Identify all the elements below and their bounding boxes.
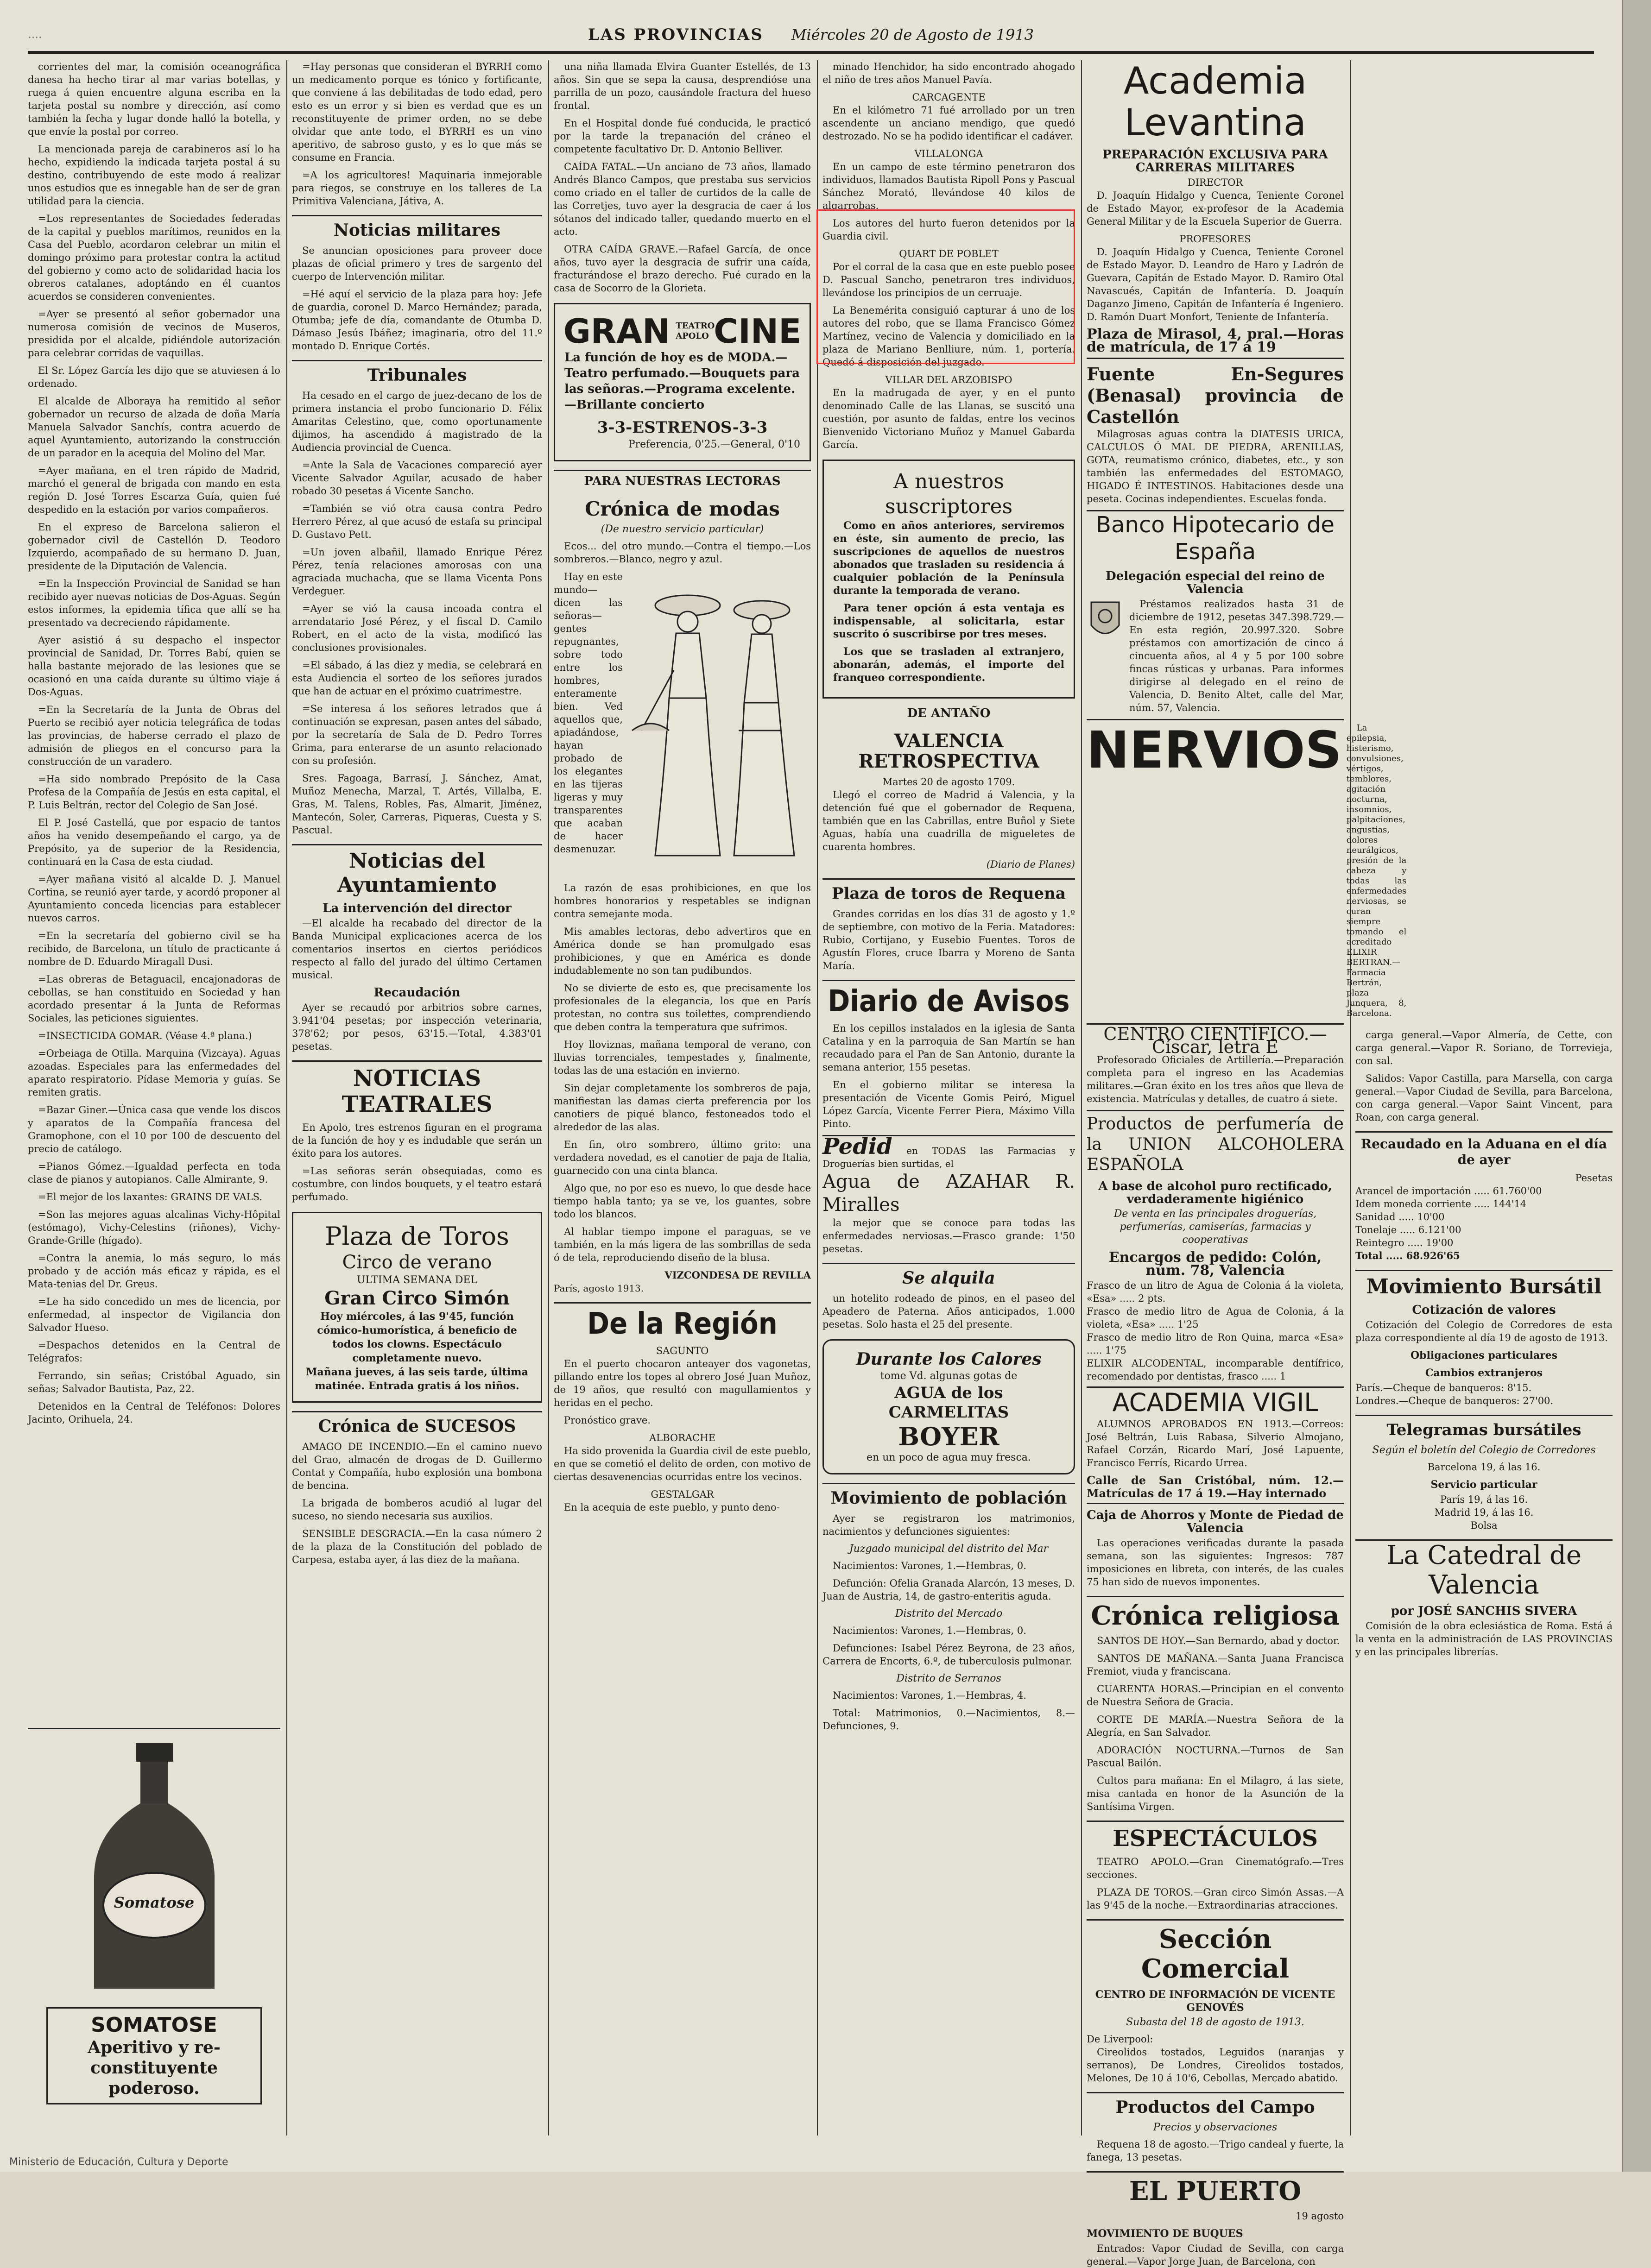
subheading: La intervención del director: [323, 901, 512, 915]
ad-cine: CINE: [714, 312, 802, 351]
article-text: Sres. Fagoaga, Barrasí, J. Sánchez, Amat, Muñoz Menecha, Marzal, T. Artés, Villalba, E. Gras, M. Talens, Robles, Fas, Almarit, Jiménez, Mantecón, Soler, Carreras, Piqueras, Cuesta y S. Pascual.: [292, 773, 542, 836]
boyer-ad: [822, 1339, 1075, 1474]
article-text: En el kilómetro 71 fué arrollado por un tren ascendente un anciano mendigo, que quedó destrozado. No se ha podido identificar el cadáver.: [822, 105, 1075, 142]
article-text: Ayer asistió á su despacho el inspector provincial de Sanidad, Dr. Torres Babí, quien se halla bastante mejorado de las lesiones que se ocasionó en una caída durante su último viaje á Dos-Aguas.: [28, 635, 280, 698]
vigil-title: ACADEMIA VIGIL: [1087, 1386, 1344, 1418]
article-text: =Son las mejores aguas alcalinas Vichy-Hôpital (estómago), Vichy-Celestins (riñones), Vichy-Grande-Grille (hígado).: [28, 1209, 280, 1246]
vigil-address: Calle de San Cristóbal, núm. 12.—Matrículas de 17 á 19.—Hay internado: [1087, 1474, 1344, 1504]
article-text: ADORACIÓN NOCTURNA.—Turnos de San Pascual Bailón.: [1087, 1745, 1344, 1769]
town-name: QUART DE POBLET: [899, 248, 999, 259]
article-text: =INSECTICIDA GOMAR. (Véase 4.ª plana.): [38, 1030, 252, 1041]
subheading: Servicio particular: [1430, 1479, 1537, 1491]
subheading: Madrid 19, á las 16.: [1434, 1507, 1534, 1518]
table-row: Londres.—Cheque de banqueros: 27'00.: [1355, 1395, 1554, 1406]
article-text: El Sr. López García les dijo que se atuviesen á lo ordenado.: [28, 365, 280, 389]
subscribers-notice: [822, 460, 1075, 699]
town-name: VILLAR DEL ARZOBISPO: [885, 374, 1012, 385]
article-text: SENSIBLE DESGRACIA.—En la casa número 2 de la plaza de la Constitución del poblado de Carpesa, estaba ayer, á las diez de la mañana.: [292, 1528, 542, 1565]
column-rule: [286, 60, 287, 2136]
article-text: =Se interesa á los señores letrados que á continuación se expresan, pasen antes del sábado, por la secretaría de Sala de D. Pedro Torres Grima, para enterarse de un asunto relacionado con su profesión.: [292, 703, 542, 766]
article-text: En Apolo, tres estrenos figuran en el programa de la función de hoy y es indudable que serán un éxito para los autores.: [292, 1122, 542, 1159]
section-heading: Diario de Avisos: [822, 980, 1075, 1018]
table-row: Reintegro ..... 19'00: [1355, 1237, 1454, 1248]
somatose-line: Aperitivo y re-: [88, 2038, 221, 2057]
banco-title: Banco Hipotecario de España: [1087, 510, 1344, 565]
subheading: Caja de Ahorros y Monte de Piedad de Valencia: [1087, 1508, 1344, 1535]
article-text: =El mejor de los laxantes: GRAINS DE VALS.: [38, 1191, 262, 1203]
column-rule: [817, 60, 818, 2136]
article-text: OTRA CAÍDA GRAVE.—Rafael García, de once años, tuvo ayer la desgracia de sufrir una caída, fracturándose el brazo derecho. Fué curado en la casa de Socorro de la Glorieta.: [554, 244, 811, 294]
article-text: En un campo de este término penetraron dos individuos, llamados Bautista Ripoll Pons y Pascual Sánchez Morató, llevándose 40 kilos de algarrobas.: [822, 161, 1075, 211]
ad-brand: BOYER: [898, 1422, 999, 1451]
article-text: =En la Inspección Provincial de Sanidad se han recibido ayer nuevas noticias de Dos-Aguas. Según estos informes, la epidemia tífica que allí se ha presentado va decreciendo rápidamente.: [28, 578, 280, 628]
article-text: Por el corral de la casa que en este pueblo posee D. Pascual Sancho, penetraron tres individuos, llevándose los principios de un cerruaje.: [822, 261, 1075, 298]
subheading: De venta en las principales droguerías, perfumerías, camiserías, farmacias y cooperativas: [1113, 1208, 1317, 1246]
ad-title: AGUA de los CARMELITAS: [888, 1384, 1009, 1422]
article-text: ALUMNOS APROBADOS EN 1913.—Correos: José Beltrán, Luis Rabasa, Silverio Almojano, Rafael Corzán, Ricardo Marí, José Lapuente, Francisco Ferrís, Ricardo Urrea.: [1087, 1418, 1344, 1468]
section-heading: Crónica de SUCESOS: [292, 1411, 542, 1436]
circus-ad: [292, 1212, 542, 1403]
subheading: Según el boletín del Colegio de Corredores: [1372, 1444, 1596, 1456]
somatose-line: poderoso.: [108, 2079, 200, 2098]
subheading: Precios y observaciones: [1153, 2122, 1278, 2133]
article-text: No se divierte de esto es, que precisamente los profesionales de la elegancia, los que en París protestan, no contra sus toilettes, comprendiendo que deben contra la temperatura que sufrimos.: [554, 983, 811, 1033]
subheading: CENTRO DE INFORMACIÓN DE VICENTE GENOVÉS: [1095, 1989, 1335, 2014]
article-text: Hay en este mundo—dicen las señoras—gentes repugnantes, sobre todo entre los hombres, enteramente bien. Ved aquellos que, apiadándose, hayan probado de los elegantes en las tijeras ligeras y muy transparentes que acaban de hacer desmenuzar.: [554, 571, 623, 855]
article-text: carga general.—Vapor Almería, de Cette, con carga general.—Vapor R. Soriano, de Torrevieja, con sal.: [1355, 1029, 1613, 1066]
subheading: Cambios extranjeros: [1425, 1367, 1543, 1379]
masthead: [28, 19, 1594, 54]
town-name: CARCAGENTE: [912, 92, 986, 103]
centro-title: CENTRO CIENTÍFICO.—Císcar, letra E: [1087, 1023, 1344, 1053]
article-text: En la madrugada de ayer, y en el punto denominado Calle de las Llanas, se suscitó una cuestión, por asunto de faldas, entre los vecinos Bienvenido Victoriano Muñoz y Manuel Gabarda García.: [822, 387, 1075, 450]
article-text: Ayer se registraron los matrimonios, nacimientos y defunciones siguientes:: [822, 1513, 1075, 1537]
article-text: =Le ha sido concedido un mes de licencia, por enfermedad, al inspector de Vigilancia don Salvador Hueso.: [28, 1296, 280, 1333]
article-text: =Ha sido nombrado Prepósito de la Casa Profesa de la Compañía de Jesús en esta capital, el P. Luis Beltrán, rector del Colegio de San José.: [28, 774, 280, 811]
column-6: [1355, 60, 1613, 2136]
table-row: Sanidad ..... 10'00: [1355, 1211, 1445, 1222]
subheading: Barcelona 19, á las 16.: [1427, 1462, 1541, 1473]
article-text: =Bazar Giner.—Única casa que vende los discos y aparatos de la Compañía francesa del Gramophone, con el 10 por 100 de descuento del precio de catálogo.: [28, 1104, 280, 1154]
article-text: =Pianos Gómez.—Igualdad perfecta en toda clase de pianos y autopianos. Calle Almirante, 9.: [28, 1161, 280, 1185]
ad-line: Durante los Calores: [856, 1349, 1042, 1369]
article-text: Total: Matrimonios, 0.—Nacimientos, 8.—Defunciones, 9.: [822, 1707, 1075, 1732]
town-name: VILLALONGA: [914, 148, 983, 159]
article-text: La mencionada pareja de carabineros así lo ha hecho, expidiendo la indicada tarjeta postal á su destino, contribuyendo de este modo á realizar unos estudios que es innegable han de ser de gran utilidad para la ciencia.: [28, 144, 280, 207]
article-text: Los autores del hurto fueron detenidos por la Guardia civil.: [822, 218, 1075, 242]
article-text: Se anuncian oposiciones para proveer doce plazas de oficial primero y tres de sargento del cuerpo de Intervención militar.: [292, 245, 542, 282]
column-3: [554, 60, 811, 2136]
column-1: [28, 60, 280, 2136]
article-text: El alcalde de Alboraya ha remitido al señor gobernador un recurso de alzada de doña María Manuela Salvador Sanchís, contra acuerdo de aquel Ayuntamiento, autorizando la construcción de un parador en la acequia del Molino del Mar.: [28, 396, 280, 459]
article-text: minado Henchidor, ha sido encontrado ahogado el niño de tres años Manuel Pavía.: [822, 61, 1075, 85]
article-text: —El alcalde ha recabado del director de la Banda Municipal explicaciones acerca de los comentarios insertos en ciertos periódicos respecto al fallo del jurado del último Certamen musical.: [292, 918, 542, 981]
table-row: Idem moneda corriente ..... 144'14: [1355, 1198, 1527, 1210]
article-text: =Ayer se vió la causa incoada contra el arrendatario José Pérez, y el fiscal D. Camilo Robert, en el acto de la vista, modificó las conclusiones provisionales.: [292, 603, 542, 653]
bottle-illustration: [66, 1739, 242, 1998]
table-row: París.—Cheque de banqueros: 8'15.: [1355, 1382, 1532, 1393]
ad-title: Agua de AZAHAR R. Miralles: [822, 1171, 1075, 1216]
column-rule: [1350, 60, 1351, 2136]
article-text: corrientes del mar, la comisión oceanográfica danesa ha hecho tirar al mar varias botellas, y ruega á quien encuentre alguna escriba en la tarjeta postal su nombre y dirección, así como también la fecha y lugar donde halló la botella, y que envíe la postal por correo.: [28, 61, 280, 137]
article-text: Comisión de la obra eclesiástica de Roma. Está á la venta en la administración de LAS PROVINCIAS y en las principales librerías.: [1355, 1620, 1613, 1657]
article-text: TEATRO APOLO.—Gran Cinematógrafo.—Tres secciones.: [1087, 1856, 1344, 1880]
subheading: PARA NUESTRAS LECTORAS: [554, 470, 811, 488]
article-text: Cotización del Colegio de Corredores de esta plaza correspondiente al día 19 de agosto de 1913.: [1355, 1319, 1613, 1343]
ad-body: La función de hoy es de MODA.—Teatro perfumado.—Bouquets para las señoras.—Programa excelente.—Brillante concierto: [564, 351, 800, 412]
subheading: Juzgado municipal del distrito del Mar: [849, 1543, 1049, 1555]
bottle-label: Somatose: [114, 1894, 195, 1911]
adjacent-page-edge: [1622, 0, 1651, 2172]
article-text: =Despachos detenidos en la Central de Telégrafos:: [28, 1340, 280, 1364]
section-heading: NOTICIAS TEATRALES: [292, 1060, 542, 1117]
subheading: A base de alcohol puro rectificado, verdaderamente higiénico: [1098, 1179, 1332, 1206]
article-text: =Ayer se presentó al señor gobernador una numerosa comisión de vecinos de Museros, presidida por el alcalde, pidiéndole autorización para celebrar corridas de vaquillas.: [28, 309, 280, 359]
ad-estrenos: 3-3-ESTRENOS-3-3: [597, 418, 768, 437]
article-text: Cultos para mañana: En el Milagro, á las siete, misa cantada en honor de la Asunción de la Santísima Virgen.: [1087, 1775, 1344, 1812]
article-text: Detenidos en la Central de Teléfonos: Dolores Jacinto, Orihuela, 24.: [28, 1401, 280, 1425]
signature: VIZCONDESA DE REVILLA: [664, 1269, 811, 1281]
town-name: GESTALGAR: [651, 1489, 714, 1500]
article-text: Ha cesado en el cargo de juez-decano de los de primera instancia el probo funcionario D. Félix Amaritas Celestino, que, como oportunamente dijimos, ha ascendido á magistrado de la Audiencia provincial de Cuenca.: [292, 390, 542, 453]
productos-title: Productos de perfumería de la UNION ALCOHOLERA ESPAÑOLA: [1087, 1110, 1344, 1175]
catedral-title: La Catedral de Valencia: [1355, 1539, 1613, 1600]
article-text: Mis amables lectoras, debo advertiros que en América donde se han promulgado esas prohibiciones, y que en América es donde indudablemente no son tan pudibundos.: [554, 926, 811, 976]
section-heading: Crónica de modas: [585, 498, 780, 520]
dateline: Martes 20 de agosto 1709.: [882, 776, 1015, 788]
column-rule: [1081, 60, 1082, 2136]
article-text: Llegó el correo de Madrid á Valencia, y la detención fué que el gobernador de Requena, también que en las Cabrillas, entre Buñol y Siete Aguas, había una cuadrilla de migueletes de cuarenta hombres.: [822, 789, 1075, 852]
subheading: (De nuestro servicio particular): [601, 523, 764, 535]
article-text: una niña llamada Elvira Guanter Estellés, de 13 años. Sin que se sepa la causa, desprendióse una parrilla de un pozo, causándole fractura del hueso frontal.: [554, 61, 811, 111]
academia-title: Academia Levantina: [1123, 59, 1307, 144]
article-text: Ha sido provenida la Guardia civil de este pueblo, en que se cometió el delito de orden, con motivo de ciertas desavenencias ocurridas entre los vecinos.: [554, 1445, 811, 1482]
article-text: D. Joaquín Hidalgo y Cuenca, Teniente Coronel de Estado Mayor. D. Leandro de Haro y Ladrón de Guevara, Capitán de Estado Mayor. D. Ramiro Otal Navascués, Capitán de Infantería. D. Joaquín Daganzo Jimeno, Capitán de Infantería é Ingeniero. D. Ramón Duart Monfort, Teniente de Infantería.: [1087, 246, 1344, 322]
ad-line: en un poco de agua muy fresca.: [867, 1452, 1031, 1463]
ad-subtitle: Gran Circo Simón: [324, 1287, 510, 1309]
ad-prices: Preferencia, 0'25.—General, 0'10: [628, 439, 800, 450]
article-text: =Hé aquí el servicio de la plaza para hoy: Jefe de guardia, coronel D. Marco Hernández; parada, Otumba; jefe de día, comandante de Otumba D. Dámaso Jesús Ibáñez; imaginaria, otro del 11.º montado D. Enrique Cortés.: [292, 289, 542, 352]
notice-text: Los que se trasladen al extranjero, abonarán, además, el importe del franqueo correspondiente.: [833, 646, 1064, 684]
article-text: Profesorado Oficiales de Artillería.—Preparación completa para el ingreso en las Academias militares.—Gran éxito en los tres años que lleva de existencia. Matrículas y detalles, de cuatro á siete.: [1087, 1054, 1344, 1104]
article-text: AMAGO DE INCENDIO.—En el camino nuevo del Grao, almacén de drogas de D. Guillermo Contat y Compañía, hubo explosión una bombona de bencina.: [292, 1441, 542, 1491]
subheading: Distrito de Serranos: [896, 1673, 1001, 1684]
article-text: PLAZA DE TOROS.—Gran circo Simón Assas.—A las 9'45 de la noche.—Extraordinarias atracciones.: [1087, 1887, 1344, 1911]
article-text: Milagrosas aguas contra la DIATESIS URICA, CALCULOS Ó MAL DE PIEDRA, ARENILLAS, GOTA, reumatismo crónico, diabetes, etc., y son también las enfermedades del ESTOMAGO, HIGADO É INTESTINOS. Habitaciones desde una peseta. Cocinas independientes. Escuelas fonda.: [1087, 428, 1344, 504]
cinema-ad: [554, 303, 811, 461]
article-text: =El sábado, á las diez y media, se celebrará en esta Audiencia el sorteo de los señores jurados que han de actuar en el próximo cuatrimestre.: [292, 660, 542, 697]
article-text: =En la secretaría del gobierno civil se ha recibido, de Barcelona, un título de practicante á nombre de D. Eduardo Miragall Dusi.: [28, 930, 280, 967]
article-text: En el gobierno militar se interesa la presentación de Vicente Gomis Peiró, Miguel López García, Vicente Ferrer Piera, Máximo Villa Pinto.: [822, 1079, 1075, 1129]
section-heading: Noticias del Ayuntamiento: [292, 844, 542, 897]
article-text: CUARENTA HORAS.—Principian en el convento de Nuestra Señora de Gracia.: [1087, 1683, 1344, 1707]
price-line: Frasco de medio litro de Agua de Colonia, á la violeta, «Esa» ..... 1'25: [1087, 1306, 1344, 1330]
ad-body: la mejor que se conoce para todas las enfermedades nerviosas.—Frasco grande: 1'50 pesetas.: [822, 1217, 1075, 1254]
section-heading: Recaudado en la Aduana en el día de ayer: [1355, 1131, 1613, 1168]
article-text: La Benemérita consiguió capturar á uno de los autores del robo, que se llama Francisco Gómez Martínez, vecino de Valencia y domiciliado en la plaza de Mariano Benlliure, núm. 1, portería. Quedó á disposición del juzgado.: [822, 305, 1075, 368]
column-4: [822, 60, 1075, 2136]
article-text: =Hay personas que consideran el BYRRH como un medicamento porque es tónico y fortificante, que conviene á las debilitadas de todo edad, pero esto es un error y si bien es verdad que es un reconstituyente de primer orden, no se debe olvidar que ante todo, el BYRRH es un vino aperitivo, de sabroso gusto, y es lo que más se consume en Francia.: [292, 61, 542, 163]
article-text: La brigada de bomberos acudió al lugar del suceso, no siendo necesaria sus auxilios.: [292, 1498, 542, 1522]
article-text: Hoy lloviznas, mañana temporal de verano, con lluvias torrenciales, tempestades y, finalmente, todas las de una estación en invierno.: [554, 1039, 811, 1076]
fashion-illustration: [623, 578, 817, 874]
table-row: Arancel de importación ..... 61.760'00: [1355, 1185, 1542, 1197]
table-row-total: Total ..... 68.926'65: [1355, 1250, 1460, 1261]
article-text: Nacimientos: Varones, 1.—Hembras, 4.: [833, 1690, 1026, 1701]
section-heading: Movimiento de población: [822, 1483, 1075, 1508]
article-text: Pronóstico grave.: [564, 1415, 651, 1426]
article-text: Defunciones: Isabel Pérez Beyrona, de 23 años, Carrera de Encorts, 6.º, de tuberculosis pulmonar.: [822, 1643, 1075, 1667]
table-row: Tonelaje ..... 6.121'00: [1355, 1224, 1461, 1235]
ad-line: en TODAS las Farmacias y Droguerías bien surtidas, el: [822, 1145, 1075, 1169]
article-text: Préstamos realizados hasta 31 de diciembre de 1912, pesetas 347.398.729.—En esta región, 20.997.320. Sobre préstamos con amortización de cinco á cincuenta años, al 4 y 5 por 100 sobre fincas rústicas y urbanas. Para informes dirigirse al delegado en el reino de Valencia, D. Benito Altet, calle del Mar, núm. 57, Valencia.: [1129, 598, 1344, 713]
ad-teatro: TEATRO APOLO: [676, 321, 715, 341]
somatose-line: constituyente: [90, 2058, 218, 2078]
article-text: =Contra la anemia, lo más seguro, lo más probado y de acción más eficaz y rápida, es el Mata-tenias del Dr. Greus.: [28, 1253, 280, 1290]
ad-subtitle: Circo de verano: [342, 1252, 492, 1273]
article-text: D. Joaquín Hidalgo y Cuenca, Teniente Coronel de Estado Mayor, ex-profesor de la Academia General Militar y de la Escuela Superior de Guerra.: [1087, 190, 1344, 227]
article-text: Algo que, no por eso es nuevo, lo que desde hace tiempo habla tanto; ya se ve, los guantes, sobre todo los blancos.: [554, 1183, 811, 1220]
article-text: =Ayer mañana visitó al alcalde D. J. Manuel Cortina, se reunió ayer tarde, y acordó proponer al Ayuntamiento conceda licencias para establecer nuevos carros.: [28, 874, 280, 924]
section-heading: Sección Comercial: [1087, 1919, 1344, 1984]
subheading: Distrito del Mercado: [895, 1608, 1003, 1619]
ad-line: tome Vd. algunas gotas de: [880, 1370, 1018, 1382]
article-text: El P. José Castellá, que por espacio de tantos años ha venido desempeñando el cargo, ya de Prepósito, ya de superior de la Residencia, continuará en la Casa de esta ciudad.: [28, 817, 280, 867]
page-number-mark: ....: [28, 28, 42, 41]
article-text: =Ayer mañana, en el tren rápido de Madrid, marchó el general de brigada con mando en esta región D. José Torres Escarza Guía, quien fué despedido en la estación por varios compañeros.: [28, 465, 280, 515]
article-text: un hotelito rodeado de pinos, en el paseo del Apeadero de Paterna. Años anticipados, 1.000 pesetas. Solo hasta el 25 del presente.: [822, 1293, 1075, 1330]
subheading: DIRECTOR: [1187, 177, 1243, 188]
section-heading: Tribunales: [292, 360, 542, 385]
article-text: Las operaciones verificadas durante la pasada semana, son las siguientes: Ingresos: 787 imposiciones en libreta, con interés, de las cuales 75 han sido de nuevos imponentes.: [1087, 1537, 1344, 1588]
subheading: Subasta del 18 de agosto de 1913.: [1126, 2016, 1304, 2028]
subheading: Cotización de valores: [1412, 1303, 1556, 1317]
section-heading: Movimiento Bursátil: [1355, 1270, 1613, 1299]
article-text: SANTOS DE MAÑANA.—Santa Juana Francisca Fremiot, viuda y franciscana.: [1087, 1653, 1344, 1677]
dateline: París, agosto 1913.: [554, 1283, 644, 1294]
column-rule: [548, 60, 549, 2136]
section-heading: Noticias militares: [292, 215, 542, 240]
dateline: 19 agosto: [1296, 2211, 1344, 2222]
ad-body: Mañana jueves, á las seis tarde, última matinée. Entrada gratis á los niños.: [306, 1366, 528, 1392]
subheading: Obligaciones particulares: [1410, 1349, 1558, 1361]
article-text: En fin, otro sombrero, último grito: una verdadera novedad, es el canotier de paja de Italia, guarnecido con una cinta blanca.: [554, 1139, 811, 1176]
section-heading: Se alquila: [822, 1263, 1075, 1288]
article-text: =Las obreras de Betaguacil, encajonadoras de cebollas, se han constituido en Sociedad y han acordado presentar á la Junta de Reformas Sociales, las peticiones siguientes.: [28, 974, 280, 1024]
article-text: =Orbeiaga de Otilla. Marquina (Vizcaya). Aguas azoadas. Especiales para las enfermedades del aparato respiratorio. Pídase Memoria y guías. Se remiten gratis.: [28, 1048, 280, 1098]
notice-text: Como en años anteriores, serviremos en éste, sin aumento de precio, las suscripciones de aquellos de nuestros abonados que trasladen su residencia á cualquier población de la Península durante la temporada de verano.: [833, 520, 1064, 597]
article-text: Nacimientos: Varones, 1.—Hembras, 0.: [833, 1560, 1026, 1571]
article-text: =Las señoras serán obsequiadas, como es costumbre, con lindos bouquets, y el teatro estará perfumado.: [292, 1166, 542, 1203]
article-text: Ferrando, sin señas; Cristóbal Aguado, sin señas; Salvador Bautista, Paz, 22.: [28, 1370, 280, 1394]
article-text: Entrados: Vapor Ciudad de Sevilla, con carga general.—Vapor Jorge Juan, de Barcelona, con: [1087, 2243, 1344, 2267]
publication-name: LAS PROVINCIAS: [588, 25, 764, 44]
article-text: En la acequia de este pueblo, y punto deno-: [564, 1502, 780, 1513]
column-2: [292, 60, 542, 2136]
section-heading: Crónica religiosa: [1087, 1596, 1344, 1631]
academia-address: Plaza de Mirasol, 4, pral.—Horas de matrícula, de 17 á 19: [1087, 328, 1344, 359]
article-text: SANTOS DE HOY.—San Bernardo, abad y doctor.: [1097, 1635, 1340, 1646]
section-heading: VALENCIA RETROSPECTIVA: [858, 730, 1039, 772]
archive-credit: Ministerio de Educación, Cultura y Deporte: [9, 2156, 228, 2168]
ad-gran: GRAN: [563, 312, 671, 351]
ad-body: Hoy miércoles, á las 9'45, función cómico-humorística, á beneficio de todos los clowns. Espectáculo completamente nuevo.: [317, 1310, 517, 1364]
article-text: Requena 18 de agosto.—Trigo candeal y fuerte, la fanega, 13 pesetas.: [1087, 2139, 1344, 2163]
subheading: DE ANTAÑO: [907, 706, 991, 720]
section-heading: ESPECTÁCULOS: [1087, 1821, 1344, 1852]
price-line: Frasco de medio litro de Ron Quina, marca «Esa» ..... 1'75: [1087, 1332, 1344, 1356]
article-text: =Los representantes de Sociedades federadas de la capital y pueblos marítimos, reunidos en la Casa del Pueblo, acordaron celebrar un mitin el domingo próximo para protestar contra la actitud del gobierno y como acto de solidaridad hacia los obreros catalanes, adoptándo en él cuantos acuerdos se consideren convenientes.: [28, 213, 280, 302]
azahar-ad: [822, 1135, 1075, 1255]
article-text: Grandes corridas en los días 31 de agosto y 1.º de septiembre, con motivo de la Feria. Matadores: Rubio, Cortijano, y Eusebio Fuentes. Toros de Agustín Flores, cruce Ibarra y Moreno de Santa María.: [822, 908, 1075, 971]
notice-title: A nuestros suscriptores: [885, 470, 1013, 518]
article-text: La epilepsia, histerismo, convulsiones, vértigos, temblores, agitación nocturna, insomnios, palpitaciones, angustias, dolores neurálgicos, presión de la cabeza y todas las enfermedades nerviosas, se curan siempre tomando el acreditado ELIXIR BERTRAN.—Farmacia Bertrán, plaza Junquera, 8, Barcelona.: [1346, 723, 1407, 1018]
subheading: Recaudación: [373, 986, 461, 1000]
article-text: En el puerto chocaron anteayer dos vagonetas, pillando entre los topes al obrero José Juan Muñoz, de 19 años, que resultó con magullamientos y heridas en el pecho.: [554, 1358, 811, 1408]
section-heading: EL PUERTO: [1087, 2171, 1344, 2206]
article-text: =A los agricultores! Maquinaria inmejorable para riegos, se construye en los talleres de La Primitiva Valenciana, Játiva, A.: [292, 170, 542, 207]
selection-highlight: [816, 209, 1075, 364]
section-heading: Telegramas bursátiles: [1355, 1415, 1613, 1440]
somatose-text-box: [46, 2007, 262, 2104]
subheading: por JOSÉ SANCHIS SIVERA: [1391, 1604, 1577, 1618]
ad-line: ULTIMA SEMANA DEL: [356, 1274, 478, 1286]
article-text: En el Hospital donde fué conducida, le practicó por la tarde la trepanación del cráneo el competente facultativo Dr. D. Antonio Belliver.: [554, 118, 811, 155]
article-text: =También se vió otra causa contra Pedro Herrero Pérez, al que acusó de estafa su principal D. Gustavo Pett.: [292, 503, 542, 540]
issue-date: Miércoles 20 de Agosto de 1913: [791, 26, 1034, 44]
nervios-title: NERVIOS: [1087, 720, 1342, 780]
source-note: (Diario de Planes): [986, 859, 1075, 870]
table-header: Pesetas: [1575, 1172, 1613, 1184]
price-line: Frasco de un litro de Agua de Colonia á la violeta, «Esa» ..... 2 pts.: [1087, 1280, 1344, 1304]
subheading: Bolsa: [1470, 1520, 1498, 1531]
article-text: CORTE DE MARÍA.—Nuestra Señora de la Alegría, en San Salvador.: [1087, 1714, 1344, 1738]
section-heading: Plaza de toros de Requena: [822, 878, 1075, 904]
notice-text: Para tener opción á esta ventaja es indispensable, al solicitarla, estar suscrito ó suscribirse por tres meses.: [833, 602, 1064, 640]
subheading: Encargos de pedido: Colón, núm. 78, Valencia: [1108, 1249, 1322, 1279]
article-text: =En la Secretaría de la Junta de Obras del Puerto se recibió ayer noticia telegráfica de todas las provincias, de haberse cerrado el plazo de admisión de pliegos en el concurso para la construcción de un varadero.: [28, 704, 280, 767]
article-text: Cireolidos tostados, Leguidos (naranjas y serranos), De Londres, Cireolidos tostados, Melones, De 10 á 10'6, Cebollas, Mercado abatido.: [1087, 2047, 1344, 2084]
article-text: Defunción: Ofelia Granada Alarcón, 13 meses, D. Juan de Austria, 14, de gastro-enteritis aguda.: [822, 1578, 1075, 1602]
section-heading: Productos del Campo: [1087, 2092, 1344, 2117]
section-heading: De la Región: [554, 1302, 811, 1341]
subheading: PROFESORES: [1179, 233, 1251, 245]
subheading: París 19, á las 16.: [1440, 1494, 1528, 1505]
fuente-title: Fuente En-Segures (Benasal) provincia de Castellón: [1087, 364, 1344, 427]
article-text: En el expreso de Barcelona salieron el gobernador civil de Castellón D. Teodoro Izquierdo, acompañado de su hermano D. Juan, presidente de la Diputación de Valencia.: [28, 522, 280, 572]
ad-pedid: Pedid: [822, 1134, 892, 1159]
subheading: Delegación especial del reino de Valencia: [1106, 569, 1325, 596]
spacer: [1355, 102, 1613, 1028]
article-text: CAÍDA FATAL.—Un anciano de 73 años, llamado Andrés Blanco Campos, que prestaba sus servicios como criado en el taller de curtidos de la calle de las Corretjes, tuvo ayer la desgracia de caer á los sótanos del indicado taller, quedando muerto en el acto.: [554, 161, 811, 237]
somatose-title: SOMATOSE: [91, 2013, 217, 2037]
price-line: ELIXIR ALCODENTAL, incomparable dentífrico, recomendado por dentistas, frasco ..... 1: [1087, 1358, 1344, 1382]
article-text: =Ante la Sala de Vacaciones compareció ayer Vicente Salvador Aguilar, acusado de haber robado 30 pesetas á Vicente Sancho.: [292, 460, 542, 497]
market-line: De Liverpool:: [1087, 2034, 1153, 2045]
article-text: La razón de esas prohibiciones, en que los hombres honorarios y respetables se indignan contra semejante moda.: [554, 882, 811, 920]
article-text: En los cepillos instalados en la iglesia de Santa Catalina y en la parroquia de San Martín se han recaudado para el Pan de San Antonio, durante la semana anterior, 155 pesetas.: [822, 1023, 1075, 1073]
subheading: MOVIMIENTO DE BUQUES: [1087, 2228, 1243, 2240]
coat-of-arms-icon: [1087, 598, 1124, 644]
town-name: ALBORACHE: [649, 1432, 715, 1443]
ad-title: Plaza de Toros: [325, 1222, 509, 1251]
subheading: PREPARACIÓN EXCLUSIVA PARA CARRERAS MILITARES: [1102, 148, 1328, 175]
article-text: Nacimientos: Varones, 1.—Hembras, 0.: [833, 1625, 1026, 1636]
article-text: Sin dejar completamente los sombreros de paja, manifiestan las damas cierta preferencia por los canotiers de piqué blanco, festoneados todo el alrededor de las alas.: [554, 1083, 811, 1133]
article-text: Ayer se recaudó por arbitrios sobre carnes, 3.941'04 pesetas; por inspección veterinaria, 378'62; por pesos, 63'15.—Total, 4.383'01 pesetas.: [292, 1002, 542, 1052]
article-text: =Un joven albañil, llamado Enrique Pérez Pérez, tenía relaciones amorosas con una agraciada muchacha, que se llama Vicenta Pons Verdeguer.: [292, 547, 542, 597]
somatose-ad: [28, 1728, 280, 2137]
article-text: Salidos: Vapor Castilla, para Marsella, con carga general.—Vapor Ciudad de Sevilla, para Barcelona, con carga general.—Vapor Saint Vincent, para Roan, con carga general.: [1355, 1073, 1613, 1123]
article-text: Ecos... del otro mundo.—Contra el tiempo.—Los sombreros.—Blanco, negro y azul.: [554, 541, 811, 565]
town-name: SAGUNTO: [656, 1345, 709, 1356]
article-text: Al hablar tiempo impone el paraguas, se ve también, en la más ligera de las sombrillas de seda ó de tela, reproduciendo diseño de la blusa.: [554, 1226, 811, 1263]
